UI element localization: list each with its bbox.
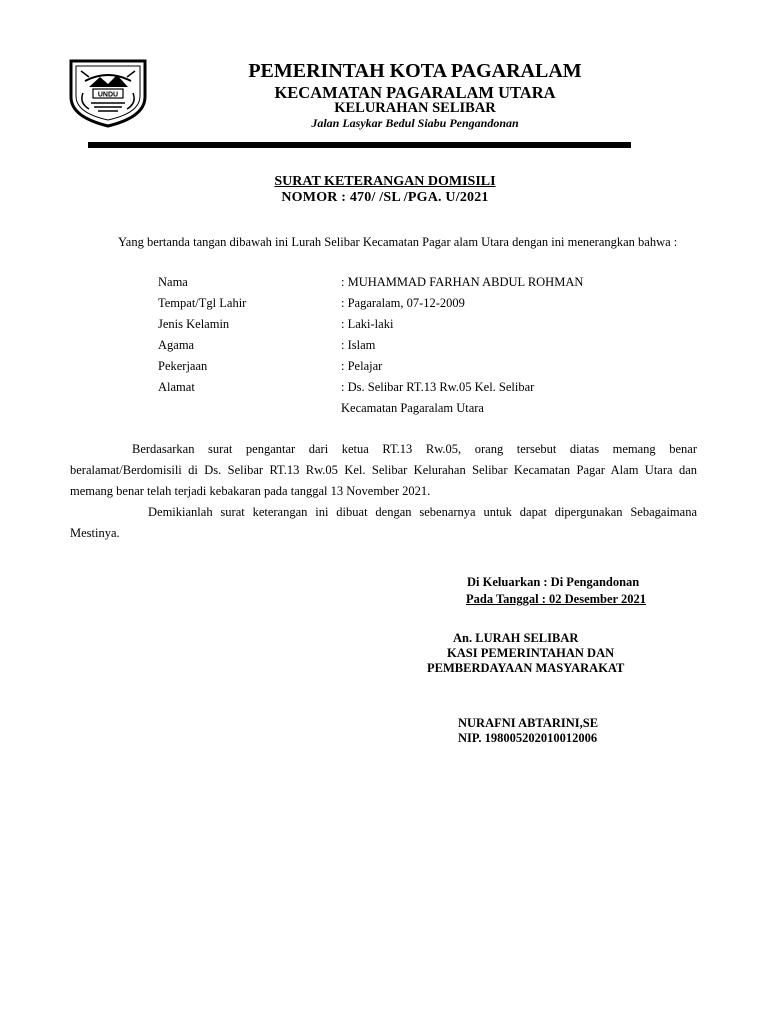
field-label-gender: Jenis Kelamin [158,317,230,331]
document-title: SURAT KETERANGAN DOMISILI [274,174,496,189]
letterhead-district: KECAMATAN PAGARALAM UTARA [274,83,556,102]
field-value-occupation: : Pelajar [341,359,383,373]
signature-department: PEMBERDAYAAN MASYARAKAT [427,661,625,675]
issued-date: Pada Tanggal : 02 Desember 2021 [466,592,646,606]
letterhead-address: Jalan Lasykar Bedul Siabu Pengandonan [311,116,519,130]
signatory-nip: NIP. 198005202010012006 [458,731,598,745]
letterhead-government: PEMERINTAH KOTA PAGARALAM [248,60,582,82]
field-label-name: Nama [158,275,188,289]
field-value-gender: : Laki-laki [341,317,394,331]
field-label-address: Alamat [158,380,195,394]
signature-position: KASI PEMERINTAHAN DAN [447,646,615,660]
field-value-religion: : Islam [341,338,376,352]
document-number: NOMOR : 470/ /SL /PGA. U/2021 [281,190,489,205]
field-value-address: : Ds. Selibar RT.13 Rw.05 Kel. Selibar [341,380,535,394]
signatory-name: NURAFNI ABTARINI,SE [458,716,599,730]
intro-paragraph: Yang bertanda tangan dibawah ini Lurah Selibar Kecamatan Pagar alam Utara dengan ini menerangkan bahwa : [118,235,678,249]
field-value-address-continued: Kecamatan Pagaralam Utara [341,401,484,415]
logo-label: UNDU [97,91,119,99]
signature-on-behalf: An. LURAH SELIBAR [453,631,579,645]
field-label-religion: Agama [158,338,195,352]
statement-paragraph: Berdasarkan surat pengantar dari ketua RT.13 Rw.05, orang tersebut diatas memang benar beralamat/Berdomisili di Ds. Selibar RT.13 Rw.05 Kel. Selibar Kelurahan Selibar Kecamatan Pagar Alam Utara dan memang benar telah terjadi kebakaran pada tanggal 13 November 2021. [70,442,697,498]
field-value-name: : MUHAMMAD FARHAN ABDUL ROHMAN [341,275,584,289]
field-label-birth: Tempat/Tgl Lahir [158,296,247,310]
closing-paragraph: Demikianlah surat keterangan ini dibuat dengan sebenarnya untuk dapat dipergunakan Sebagaimana Mestinya. [70,505,697,540]
field-label-occupation: Pekerjaan [158,359,208,373]
city-emblem-logo [67,57,149,129]
issued-place: Di Keluarkan : Di Pengandonan [467,575,640,589]
field-value-birth: : Pagaralam, 07-12-2009 [341,296,465,310]
letterhead-village: KELURAHAN SELIBAR [334,100,496,116]
letterhead-divider [88,142,631,148]
